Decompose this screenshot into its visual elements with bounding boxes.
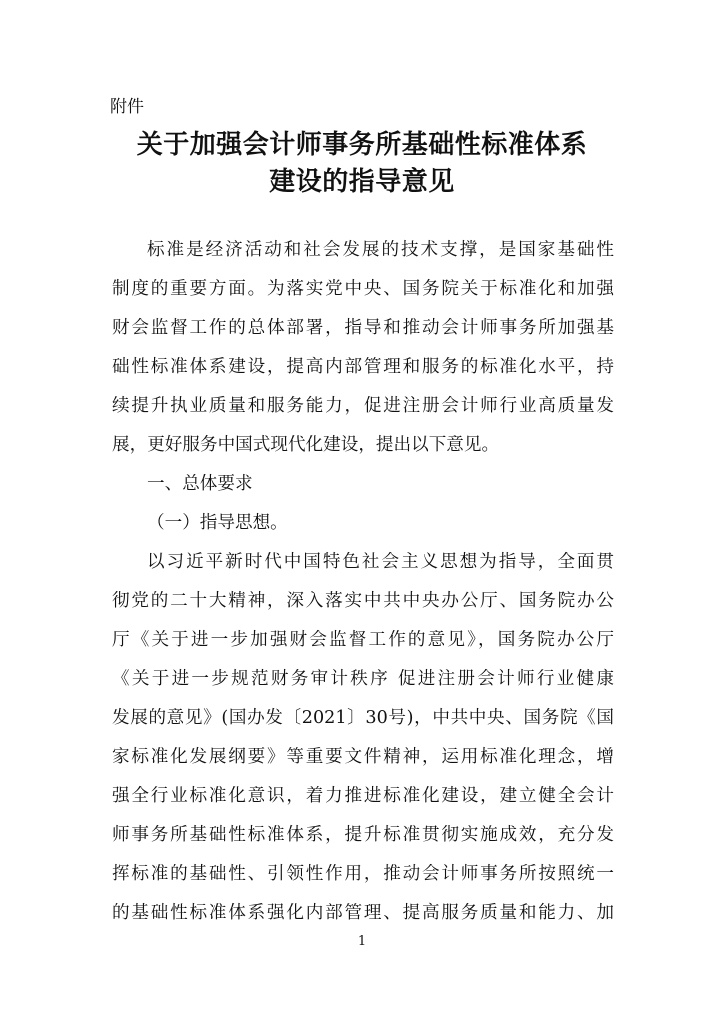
paragraph-line: 师事务所基础性标准体系，提升标准贯彻实施成效，充分发	[112, 825, 614, 845]
document-title-line-1: 关于加强会计师事务所基础性标准体系	[136, 130, 588, 160]
section-heading: 一、总体要求	[147, 474, 253, 494]
paragraph-line: 财会监督工作的总体部署，指导和推动会计师事务所加强基	[112, 318, 614, 338]
paragraph-line: 挥标准的基础性、引领性作用，推动会计师事务所按照统一	[112, 864, 614, 884]
paragraph-line: 以习近平新时代中国特色社会主义思想为指导，全面贯	[147, 552, 614, 572]
paragraph-line: 展，更好服务中国式现代化建设，提出以下意见。	[112, 435, 500, 455]
paragraph-line: 制度的重要方面。为落实党中央、国务院关于标准化和加强	[112, 279, 614, 299]
paragraph-line: 础性标准体系建设，提高内部管理和服务的标准化水平，持	[112, 357, 614, 377]
paragraph-line: 强全行业标准化意识，着力推进标准化建设，建立健全会计	[112, 786, 614, 806]
paragraph-line: 发展的意见》(国办发〔2021〕30号)，中共中央、国务院《国	[112, 708, 614, 728]
attachment-label: 附件	[110, 97, 144, 117]
paragraph-line: 《关于进一步规范财务审计秩序 促进注册会计师行业健康	[112, 669, 614, 689]
paragraph-line: 家标准化发展纲要》等重要文件精神，运用标准化理念，增	[112, 747, 614, 767]
paragraph-line: 厅《关于进一步加强财会监督工作的意见》，国务院办公厅	[112, 630, 614, 650]
document-title-line-2: 建设的指导意见	[269, 167, 455, 197]
paragraph-line: 标准是经济活动和社会发展的技术支撑，是国家基础性	[147, 240, 614, 260]
paragraph-line: 续提升执业质量和服务能力，促进注册会计师行业高质量发	[112, 396, 614, 416]
paragraph-line: 彻党的二十大精神，深入落实中共中央办公厅、国务院办公	[112, 591, 614, 611]
page-number: 1	[357, 934, 367, 949]
paragraph-line: 的基础性标准体系强化内部管理、提高服务质量和能力、加	[112, 903, 614, 923]
subsection-heading: （一）指导思想。	[147, 513, 288, 533]
